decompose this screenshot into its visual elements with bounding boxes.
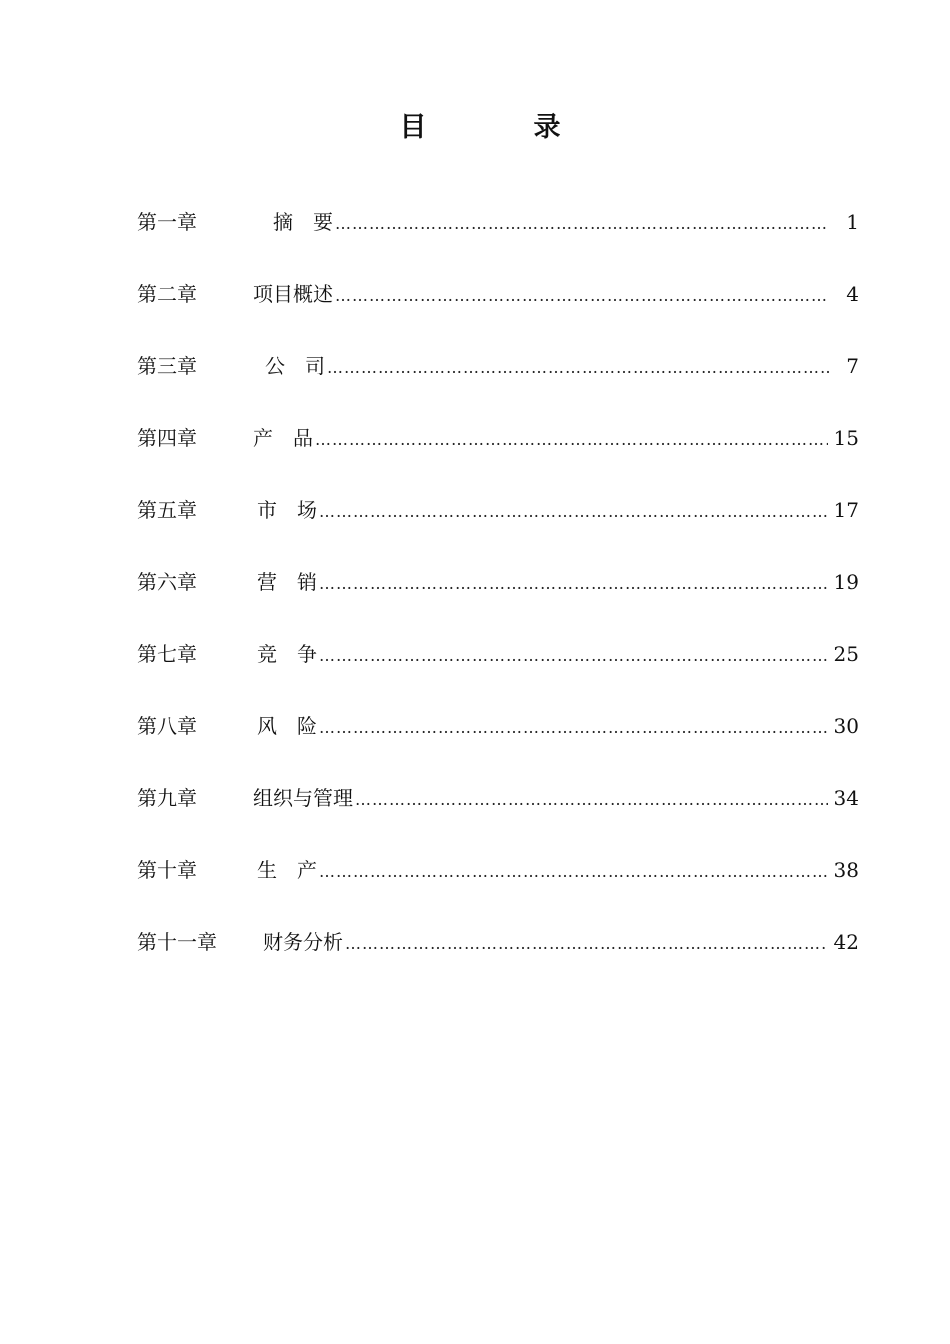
toc-entry-risk [137, 704, 859, 776]
chapter-title: 摘 要 [273, 210, 333, 234]
chapter-title: 生 产 [257, 858, 317, 882]
chapter-title: 竞 争 [257, 642, 317, 666]
table-of-contents [137, 200, 859, 992]
chapter-title: 组织与管理 [253, 786, 353, 810]
chapter-label: 第一章 [137, 210, 197, 234]
toc-entry-competition [137, 632, 859, 704]
chapter-title: 产 品 [253, 426, 313, 450]
chapter-label: 第十一章 [137, 930, 217, 954]
toc-entry-organization-management [137, 776, 859, 848]
page-number: 25 [833, 642, 859, 666]
toc-entry-summary [137, 200, 859, 272]
dot-leader [319, 490, 828, 534]
dot-leader [355, 778, 828, 822]
page-number: 42 [833, 930, 859, 954]
page-number: 17 [833, 498, 859, 522]
dot-leader [335, 274, 829, 318]
dot-leader [319, 850, 828, 894]
toc-entry-production [137, 848, 859, 920]
chapter-title: 项目概述 [253, 282, 333, 306]
toc-entry-financial-analysis [137, 920, 859, 992]
chapter-label: 第二章 [137, 282, 197, 306]
dot-leader [335, 202, 829, 246]
dot-leader [327, 346, 829, 390]
page-number: 19 [833, 570, 859, 594]
toc-entry-company [137, 344, 859, 416]
chapter-label: 第九章 [137, 786, 197, 810]
chapter-label: 第六章 [137, 570, 197, 594]
toc-entry-project-overview [137, 272, 859, 344]
page-number: 4 [846, 282, 859, 306]
toc-entry-marketing [137, 560, 859, 632]
chapter-label: 第三章 [137, 354, 197, 378]
chapter-title: 风 险 [257, 714, 317, 738]
chapter-label: 第五章 [137, 498, 197, 522]
dot-leader [319, 562, 828, 606]
dot-leader [319, 706, 828, 750]
dot-leader [315, 418, 828, 462]
page-number: 30 [833, 714, 859, 738]
page-number: 7 [846, 354, 859, 378]
chapter-label: 第四章 [137, 426, 197, 450]
chapter-title: 财务分析 [263, 930, 343, 954]
chapter-label: 第七章 [137, 642, 197, 666]
toc-entry-product [137, 416, 859, 488]
chapter-label: 第八章 [137, 714, 197, 738]
chapter-label: 第十章 [137, 858, 197, 882]
dot-leader [345, 922, 828, 966]
chapter-title: 营 销 [257, 570, 317, 594]
page-number: 38 [833, 858, 859, 882]
page-number: 15 [833, 426, 859, 450]
chapter-title: 市 场 [257, 498, 317, 522]
page-number: 34 [833, 786, 859, 810]
page-title: 目 录 [399, 112, 601, 143]
toc-entry-market [137, 488, 859, 560]
dot-leader [319, 634, 828, 678]
chapter-title: 公 司 [265, 354, 325, 378]
page-number: 1 [846, 210, 859, 234]
